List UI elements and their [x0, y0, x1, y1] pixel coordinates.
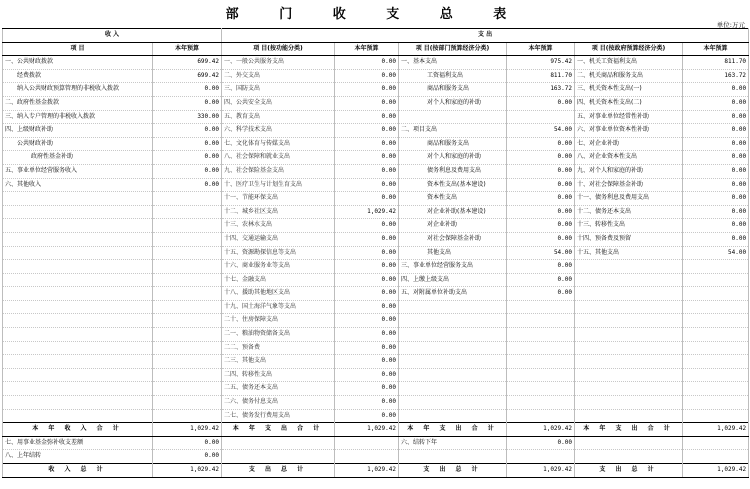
func-value-cell: 0.00	[335, 260, 399, 274]
empty-cell	[222, 436, 335, 450]
func-item-cell: 十八、援助其他地区支出	[222, 287, 335, 301]
gov-value-cell	[683, 368, 749, 382]
gov-total-label: 本 年 支 出 合 计	[575, 423, 683, 437]
col-gov-item: 项 目(按政府预算经济分类)	[575, 42, 683, 56]
func-item-cell: 十七、金融支出	[222, 273, 335, 287]
gov-value-cell: 163.72	[683, 69, 749, 83]
gov-item-cell: 七、对企业补助	[575, 137, 683, 151]
income-item-cell: 五、事业单位经营服务收入	[3, 164, 153, 178]
gov-item-cell: 九、对个人和家庭的补助	[575, 164, 683, 178]
gov-value-cell: 54.00	[683, 246, 749, 260]
dept-item-cell: 其他支出	[399, 246, 507, 260]
dept-value-cell: 0.00	[507, 164, 575, 178]
func-value-cell: 0.00	[335, 83, 399, 97]
dept-value-cell: 0.00	[507, 96, 575, 110]
func-item-cell: 十九、国土海洋气象等支出	[222, 300, 335, 314]
dept-value-cell: 0.00	[507, 219, 575, 233]
dept-item-cell: 工资福利支出	[399, 69, 507, 83]
gov-item-cell	[575, 341, 683, 355]
dept-value-cell	[507, 355, 575, 369]
func-item-cell: 二、外交支出	[222, 69, 335, 83]
gov-item-cell	[575, 368, 683, 382]
dept-value-cell: 0.00	[507, 178, 575, 192]
income-value-cell	[153, 287, 222, 301]
gov-value-cell	[683, 341, 749, 355]
income-value-cell: 0.00	[153, 164, 222, 178]
income-item-cell	[3, 314, 153, 328]
income-value-cell: 0.00	[153, 178, 222, 192]
func-value-cell: 0.00	[335, 124, 399, 138]
income-item-cell: 纳入公共财政预算管理的非税收入拨款	[3, 83, 153, 97]
dept-value-cell	[507, 396, 575, 410]
carry-out-value: 0.00	[507, 436, 575, 450]
summary-table	[2, 28, 749, 478]
table-row	[3, 110, 749, 124]
income-item-cell: 六、其他收入	[3, 178, 153, 192]
prior-row	[3, 450, 749, 464]
func-total-label: 本 年 支 出 合 计	[222, 423, 335, 437]
func-item-cell: 一、一般公共服务支出	[222, 56, 335, 70]
dept-item-cell	[399, 355, 507, 369]
table-row	[3, 178, 749, 192]
func-value-cell: 0.00	[335, 300, 399, 314]
func-value-cell: 0.00	[335, 96, 399, 110]
header-row-2	[3, 42, 749, 56]
func-item-cell: 二四、转移性支出	[222, 368, 335, 382]
dept-item-cell: 二、项目支出	[399, 124, 507, 138]
income-value-cell	[153, 328, 222, 342]
dept-item-cell	[399, 409, 507, 423]
func-item-cell: 四、公共安全支出	[222, 96, 335, 110]
func-item-cell: 九、社会保险基金支出	[222, 164, 335, 178]
income-value-cell	[153, 396, 222, 410]
income-item-cell	[3, 232, 153, 246]
table-row	[3, 300, 749, 314]
dept-value-cell: 0.00	[507, 232, 575, 246]
prior-label: 八、上年结转	[3, 450, 153, 464]
gov-value-cell: 811.70	[683, 56, 749, 70]
page-title: 部 门 收 支 总 表	[225, 7, 525, 22]
table-row	[3, 83, 749, 97]
dept-value-cell	[507, 368, 575, 382]
dept-value-cell: 0.00	[507, 192, 575, 206]
empty-cell	[575, 450, 683, 464]
income-value-cell	[153, 219, 222, 233]
grand-dept-label: 支 出 总 计	[399, 464, 507, 478]
income-item-cell: 三、纳入专户管理的非税收入拨款	[3, 110, 153, 124]
grand-dept-value: 1,029.42	[507, 464, 575, 478]
table-row	[3, 124, 749, 138]
income-value-cell: 0.00	[153, 83, 222, 97]
income-value-cell	[153, 246, 222, 260]
income-item-cell	[3, 382, 153, 396]
income-value-cell	[153, 368, 222, 382]
grand-total-row	[3, 464, 749, 478]
dept-item-cell	[399, 328, 507, 342]
dept-item-cell	[399, 341, 507, 355]
table-row	[3, 382, 749, 396]
func-item-cell: 二六、债务付息支出	[222, 396, 335, 410]
func-item-cell: 十、医疗卫生与计划生育支出	[222, 178, 335, 192]
gov-value-cell	[683, 382, 749, 396]
table-row	[3, 232, 749, 246]
func-item-cell: 二三、其他支出	[222, 355, 335, 369]
income-item-cell	[3, 260, 153, 274]
func-value-cell: 0.00	[335, 341, 399, 355]
income-item-cell	[3, 341, 153, 355]
table-row	[3, 328, 749, 342]
col-func-item: 项 目(按功能分类)	[222, 42, 335, 56]
func-item-cell: 十五、资源勘探信息等支出	[222, 246, 335, 260]
gov-value-cell: 0.00	[683, 83, 749, 97]
gov-item-cell	[575, 382, 683, 396]
dept-value-cell: 0.00	[507, 273, 575, 287]
func-value-cell: 0.00	[335, 273, 399, 287]
gov-item-cell: 四、机关资本性支出(二)	[575, 96, 683, 110]
col-dept-budget: 本年预算	[507, 42, 575, 56]
dept-item-cell: 对企业补助(基本建设)	[399, 205, 507, 219]
unit-label: 单位:万元	[716, 21, 745, 29]
gov-item-cell	[575, 273, 683, 287]
gov-value-cell	[683, 273, 749, 287]
func-item-cell: 五、教育支出	[222, 110, 335, 124]
func-value-cell: 0.00	[335, 151, 399, 165]
income-value-cell	[153, 409, 222, 423]
func-item-cell: 十四、交通运输支出	[222, 232, 335, 246]
dept-item-cell: 商品和服务支出	[399, 137, 507, 151]
dept-item-cell: 对个人和家庭的补助	[399, 96, 507, 110]
func-total-value: 1,029.42	[335, 423, 399, 437]
func-value-cell: 0.00	[335, 178, 399, 192]
dept-value-cell: 54.00	[507, 124, 575, 138]
income-item-cell	[3, 246, 153, 260]
table-row	[3, 409, 749, 423]
carry-in-value: 0.00	[153, 436, 222, 450]
grand-func-value: 1,029.42	[335, 464, 399, 478]
table-row	[3, 56, 749, 70]
expense-header: 支 出	[222, 29, 749, 43]
dept-item-cell	[399, 110, 507, 124]
gov-item-cell	[575, 409, 683, 423]
grand-gov-label: 支 出 总 计	[575, 464, 683, 478]
income-value-cell: 330.00	[153, 110, 222, 124]
gov-item-cell: 一、机关工资福利支出	[575, 56, 683, 70]
grand-income-label: 收 入 总 计	[3, 464, 153, 478]
func-item-cell: 二一、粮油物资储备支出	[222, 328, 335, 342]
func-item-cell: 六、科学技术支出	[222, 124, 335, 138]
func-value-cell: 0.00	[335, 164, 399, 178]
table-row	[3, 192, 749, 206]
table-row	[3, 260, 749, 274]
table-row	[3, 151, 749, 165]
gov-item-cell	[575, 300, 683, 314]
func-value-cell: 0.00	[335, 246, 399, 260]
func-value-cell: 0.00	[335, 328, 399, 342]
gov-item-cell	[575, 396, 683, 410]
total-row	[3, 423, 749, 437]
func-item-cell: 七、文化体育与传媒支出	[222, 137, 335, 151]
dept-value-cell	[507, 409, 575, 423]
empty-cell	[399, 450, 507, 464]
gov-value-cell: 0.00	[683, 137, 749, 151]
income-value-cell: 699.42	[153, 56, 222, 70]
func-value-cell: 0.00	[335, 382, 399, 396]
dept-item-cell: 五、对附属单位补助支出	[399, 287, 507, 301]
carry-out-label: 六、结转下年	[399, 436, 507, 450]
func-value-cell: 0.00	[335, 287, 399, 301]
func-item-cell: 十三、农林水支出	[222, 219, 335, 233]
dept-value-cell	[507, 382, 575, 396]
gov-value-cell: 0.00	[683, 178, 749, 192]
empty-cell	[683, 436, 749, 450]
gov-item-cell: 三、机关资本性支出(一)	[575, 83, 683, 97]
func-item-cell: 十二、城乡社区支出	[222, 205, 335, 219]
dept-item-cell	[399, 368, 507, 382]
income-item-cell	[3, 396, 153, 410]
func-item-cell: 二七、债务发行费用支出	[222, 409, 335, 423]
gov-item-cell: 十、对社会保障基金补助	[575, 178, 683, 192]
dept-value-cell: 975.42	[507, 56, 575, 70]
gov-item-cell: 二、机关商品和服务支出	[575, 69, 683, 83]
gov-value-cell	[683, 396, 749, 410]
gov-item-cell: 十一、债务利息及费用支出	[575, 192, 683, 206]
gov-item-cell	[575, 287, 683, 301]
income-item-cell: 经费拨款	[3, 69, 153, 83]
income-total-label: 本 年 收 入 合 计	[3, 423, 153, 437]
income-item-cell: 四、上级财政补助	[3, 124, 153, 138]
func-value-cell: 0.00	[335, 232, 399, 246]
income-value-cell: 0.00	[153, 137, 222, 151]
gov-value-cell: 0.00	[683, 205, 749, 219]
dept-total-value: 1,029.42	[507, 423, 575, 437]
func-value-cell: 0.00	[335, 219, 399, 233]
dept-item-cell: 一、基本支出	[399, 56, 507, 70]
income-item-cell	[3, 300, 153, 314]
income-value-cell: 0.00	[153, 124, 222, 138]
gov-item-cell: 五、对事业单位经常性补助	[575, 110, 683, 124]
table-row	[3, 96, 749, 110]
income-header: 收 入	[3, 29, 222, 43]
table-row	[3, 205, 749, 219]
gov-value-cell: 0.00	[683, 164, 749, 178]
income-item-cell: 公共财政补助	[3, 137, 153, 151]
income-item-cell: 二、政府性基金拨款	[3, 96, 153, 110]
table-row	[3, 164, 749, 178]
func-value-cell: 0.00	[335, 409, 399, 423]
func-item-cell: 二二、预备费	[222, 341, 335, 355]
dept-item-cell	[399, 396, 507, 410]
dept-value-cell	[507, 328, 575, 342]
income-value-cell	[153, 314, 222, 328]
income-item-cell	[3, 368, 153, 382]
func-value-cell: 0.00	[335, 355, 399, 369]
dept-item-cell: 对个人和家庭的补助	[399, 151, 507, 165]
income-value-cell: 0.00	[153, 96, 222, 110]
func-value-cell: 0.00	[335, 110, 399, 124]
empty-cell	[575, 436, 683, 450]
gov-value-cell	[683, 260, 749, 274]
dept-value-cell	[507, 300, 575, 314]
income-value-cell	[153, 382, 222, 396]
func-item-cell: 十六、商业服务业等支出	[222, 260, 335, 274]
income-item-cell: 一、公共财政拨款	[3, 56, 153, 70]
gov-item-cell: 六、对事业单位资本性补助	[575, 124, 683, 138]
gov-item-cell: 十四、预备费及预留	[575, 232, 683, 246]
gov-value-cell	[683, 314, 749, 328]
grand-gov-value: 1,029.42	[683, 464, 749, 478]
func-value-cell: 1,029.42	[335, 205, 399, 219]
table-row	[3, 355, 749, 369]
gov-item-cell	[575, 314, 683, 328]
col-income-budget: 本年预算	[153, 42, 222, 56]
empty-cell	[507, 450, 575, 464]
gov-item-cell: 十二、债务还本支出	[575, 205, 683, 219]
gov-value-cell: 0.00	[683, 192, 749, 206]
gov-total-value: 1,029.42	[683, 423, 749, 437]
income-item-cell	[3, 328, 153, 342]
dept-value-cell: 163.72	[507, 83, 575, 97]
dept-value-cell: 0.00	[507, 137, 575, 151]
gov-value-cell: 0.00	[683, 219, 749, 233]
dept-item-cell	[399, 382, 507, 396]
table-row	[3, 314, 749, 328]
dept-value-cell: 811.70	[507, 69, 575, 83]
dept-value-cell	[507, 314, 575, 328]
prior-value: 0.00	[153, 450, 222, 464]
income-value-cell	[153, 260, 222, 274]
dept-value-cell: 0.00	[507, 260, 575, 274]
income-value-cell: 0.00	[153, 151, 222, 165]
dept-item-cell: 资本性支出	[399, 192, 507, 206]
table-row	[3, 368, 749, 382]
dept-value-cell: 0.00	[507, 287, 575, 301]
gov-item-cell	[575, 355, 683, 369]
carry-in-label: 七、用事业基金弥补收支差额	[3, 436, 153, 450]
gov-item-cell	[575, 260, 683, 274]
empty-cell	[683, 450, 749, 464]
gov-value-cell: 0.00	[683, 124, 749, 138]
income-item-cell	[3, 205, 153, 219]
dept-value-cell	[507, 341, 575, 355]
gov-value-cell	[683, 409, 749, 423]
dept-value-cell: 0.00	[507, 151, 575, 165]
table-row	[3, 219, 749, 233]
dept-item-cell: 商品和服务支出	[399, 83, 507, 97]
col-income-item: 项 目	[3, 42, 153, 56]
col-gov-budget: 本年预算	[683, 42, 749, 56]
func-item-cell: 十一、节能环保支出	[222, 192, 335, 206]
income-total-value: 1,029.42	[153, 423, 222, 437]
grand-func-label: 支 出 总 计	[222, 464, 335, 478]
gov-item-cell	[575, 328, 683, 342]
gov-value-cell	[683, 328, 749, 342]
income-value-cell	[153, 355, 222, 369]
table-row	[3, 69, 749, 83]
func-value-cell: 0.00	[335, 314, 399, 328]
income-value-cell	[153, 232, 222, 246]
table-row	[3, 137, 749, 151]
gov-value-cell: 0.00	[683, 96, 749, 110]
income-value-cell: 699.42	[153, 69, 222, 83]
func-value-cell: 0.00	[335, 368, 399, 382]
gov-value-cell	[683, 355, 749, 369]
income-item-cell	[3, 409, 153, 423]
grand-income-value: 1,029.42	[153, 464, 222, 478]
func-value-cell: 0.00	[335, 137, 399, 151]
dept-value-cell: 54.00	[507, 246, 575, 260]
gov-value-cell: 0.00	[683, 110, 749, 124]
income-value-cell	[153, 273, 222, 287]
gov-value-cell: 0.00	[683, 232, 749, 246]
func-item-cell: 二十、住房保障支出	[222, 314, 335, 328]
income-value-cell	[153, 192, 222, 206]
func-item-cell: 八、社会保障和就业支出	[222, 151, 335, 165]
gov-item-cell: 十五、其他支出	[575, 246, 683, 260]
func-value-cell: 0.00	[335, 192, 399, 206]
income-item-cell	[3, 355, 153, 369]
dept-item-cell	[399, 300, 507, 314]
gov-value-cell	[683, 287, 749, 301]
dept-item-cell: 对企业补助	[399, 219, 507, 233]
dept-item-cell: 资本性支出(基本建设)	[399, 178, 507, 192]
dept-item-cell: 四、上缴上级支出	[399, 273, 507, 287]
dept-item-cell	[399, 314, 507, 328]
func-item-cell: 二五、债务还本支出	[222, 382, 335, 396]
income-item-cell: 政府性基金补助	[3, 151, 153, 165]
table-row	[3, 396, 749, 410]
col-dept-item: 项 目(按部门预算经济分类)	[399, 42, 507, 56]
table-row	[3, 246, 749, 260]
income-item-cell	[3, 273, 153, 287]
header-row-1	[3, 29, 749, 43]
gov-item-cell: 八、对企业资本性支出	[575, 151, 683, 165]
income-value-cell	[153, 341, 222, 355]
gov-item-cell: 十三、转移性支出	[575, 219, 683, 233]
empty-cell	[222, 450, 335, 464]
dept-value-cell	[507, 110, 575, 124]
dept-total-label: 本 年 支 出 合 计	[399, 423, 507, 437]
func-value-cell: 0.00	[335, 69, 399, 83]
table-row	[3, 341, 749, 355]
table-row	[3, 287, 749, 301]
income-value-cell	[153, 300, 222, 314]
dept-item-cell: 对社会保障基金补助	[399, 232, 507, 246]
carry-row	[3, 436, 749, 450]
func-value-cell: 0.00	[335, 56, 399, 70]
income-value-cell	[153, 205, 222, 219]
col-func-budget: 本年预算	[335, 42, 399, 56]
income-item-cell	[3, 192, 153, 206]
income-item-cell	[3, 219, 153, 233]
empty-cell	[335, 450, 399, 464]
dept-value-cell: 0.00	[507, 205, 575, 219]
dept-item-cell: 三、事业单位经营服务支出	[399, 260, 507, 274]
gov-value-cell: 0.00	[683, 151, 749, 165]
income-item-cell	[3, 287, 153, 301]
func-item-cell: 三、国防支出	[222, 83, 335, 97]
dept-item-cell: 债务利息及费用支出	[399, 164, 507, 178]
func-value-cell: 0.00	[335, 396, 399, 410]
table-row	[3, 273, 749, 287]
empty-cell	[335, 436, 399, 450]
gov-value-cell	[683, 300, 749, 314]
